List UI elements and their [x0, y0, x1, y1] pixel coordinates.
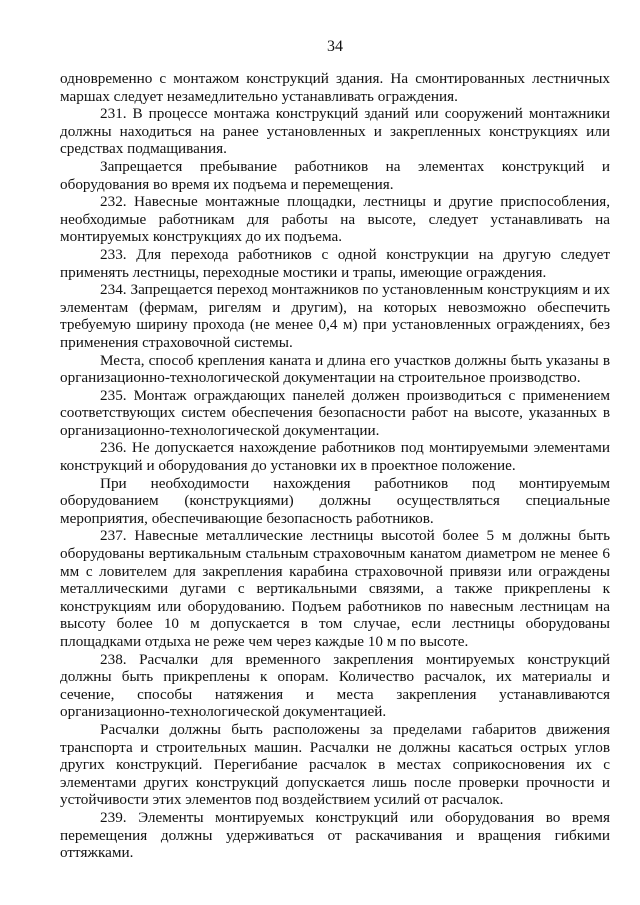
paragraph-237: 237. Навесные металлические лестницы высотой более 5 м должны быть оборудованы вертикальным стальным страховочным канатом диаметром не менее 6 мм с ловителем для закрепления карабина страховочной привязи или ограждены металлическими дугами с вертикальными связями, а также прикреплены к конструкциям или оборудованию. Подъем работников по навесным лестницам на высоту более 10 м допускается в том случае, если лестницы оборудованы площадками отдыха не реже чем через каждые 10 м по высоте. [60, 527, 610, 650]
document-body [60, 70, 610, 862]
paragraph-231: 231. В процессе монтажа конструкций зданий или сооружений монтажники должны находиться на ранее установленных и закрепленных конструкциях или средствах подмащивания. [60, 105, 610, 158]
paragraph-239: 239. Элементы монтируемых конструкций или оборудования во время перемещения должны удерживаться от раскачивания и вращения гибкими оттяжками. [60, 808, 610, 862]
paragraph-231-prohibition: Запрещается пребывание работников на элементах конструкций и оборудования во время их подъема и перемещения. [60, 157, 610, 193]
paragraph-238: 238. Расчалки для временного закрепления монтируемых конструкций должны быть прикреплены к опорам. Количество расчалок, их материалы и сечение, способы натяжения и места закрепления устанавливаются организационно-технологической документацией. [60, 650, 610, 721]
page-number: 34 [327, 38, 343, 55]
paragraph-234: 234. Запрещается переход монтажников по установленным конструкциям и их элементам (фермам, ригелям и другим), на которых невозможно обеспечить требуемую ширину прохода (не менее 0,4 м) при установленных ограждениях, без применения страховочной системы. [60, 281, 610, 351]
paragraph-232: 232. Навесные монтажные площадки, лестницы и другие приспособления, необходимые работникам для работы на высоте, следует устанавливать на монтируемых конструкциях до их подъема. [60, 193, 610, 246]
paragraph-238-guy-lines: Расчалки должны быть расположены за пределами габаритов движения транспорта и строительных машин. Расчалки не должны касаться острых углов других конструкций. Перегибание расчалок в местах соприкосновения их с элементами других конструкций допускается лишь после проверки прочности и устойчивости этих элементов под воздействием усилий от расчалок. [60, 720, 610, 809]
paragraph-236-special-measures: При необходимости нахождения работников под монтируемым оборудованием (конструкциями) должны осуществляться специальные мероприятия, обеспечивающие безопасность работников. [60, 474, 610, 527]
paragraph-234-rope-placement: Места, способ крепления каната и длина его участков должны быть указаны в организационно-технологической документации на строительное производство. [60, 351, 610, 387]
paragraph-continuation: одновременно с монтажом конструкций здания. На смонтированных лестничных маршах следует незамедлительно устанавливать ограждения. [60, 70, 610, 105]
paragraph-233: 233. Для перехода работников с одной конструкции на другую следует применять лестницы, переходные мостики и трапы, имеющие ограждения. [60, 245, 610, 281]
paragraph-236: 236. Не допускается нахождение работников под монтируемыми элементами конструкций и оборудования до установки их в проектное положение. [60, 439, 610, 475]
paragraph-235: 235. Монтаж ограждающих панелей должен производиться с применением соответствующих систем обеспечения безопасности работ на высоте, указанных в организационно-технологической документации. [60, 386, 610, 439]
